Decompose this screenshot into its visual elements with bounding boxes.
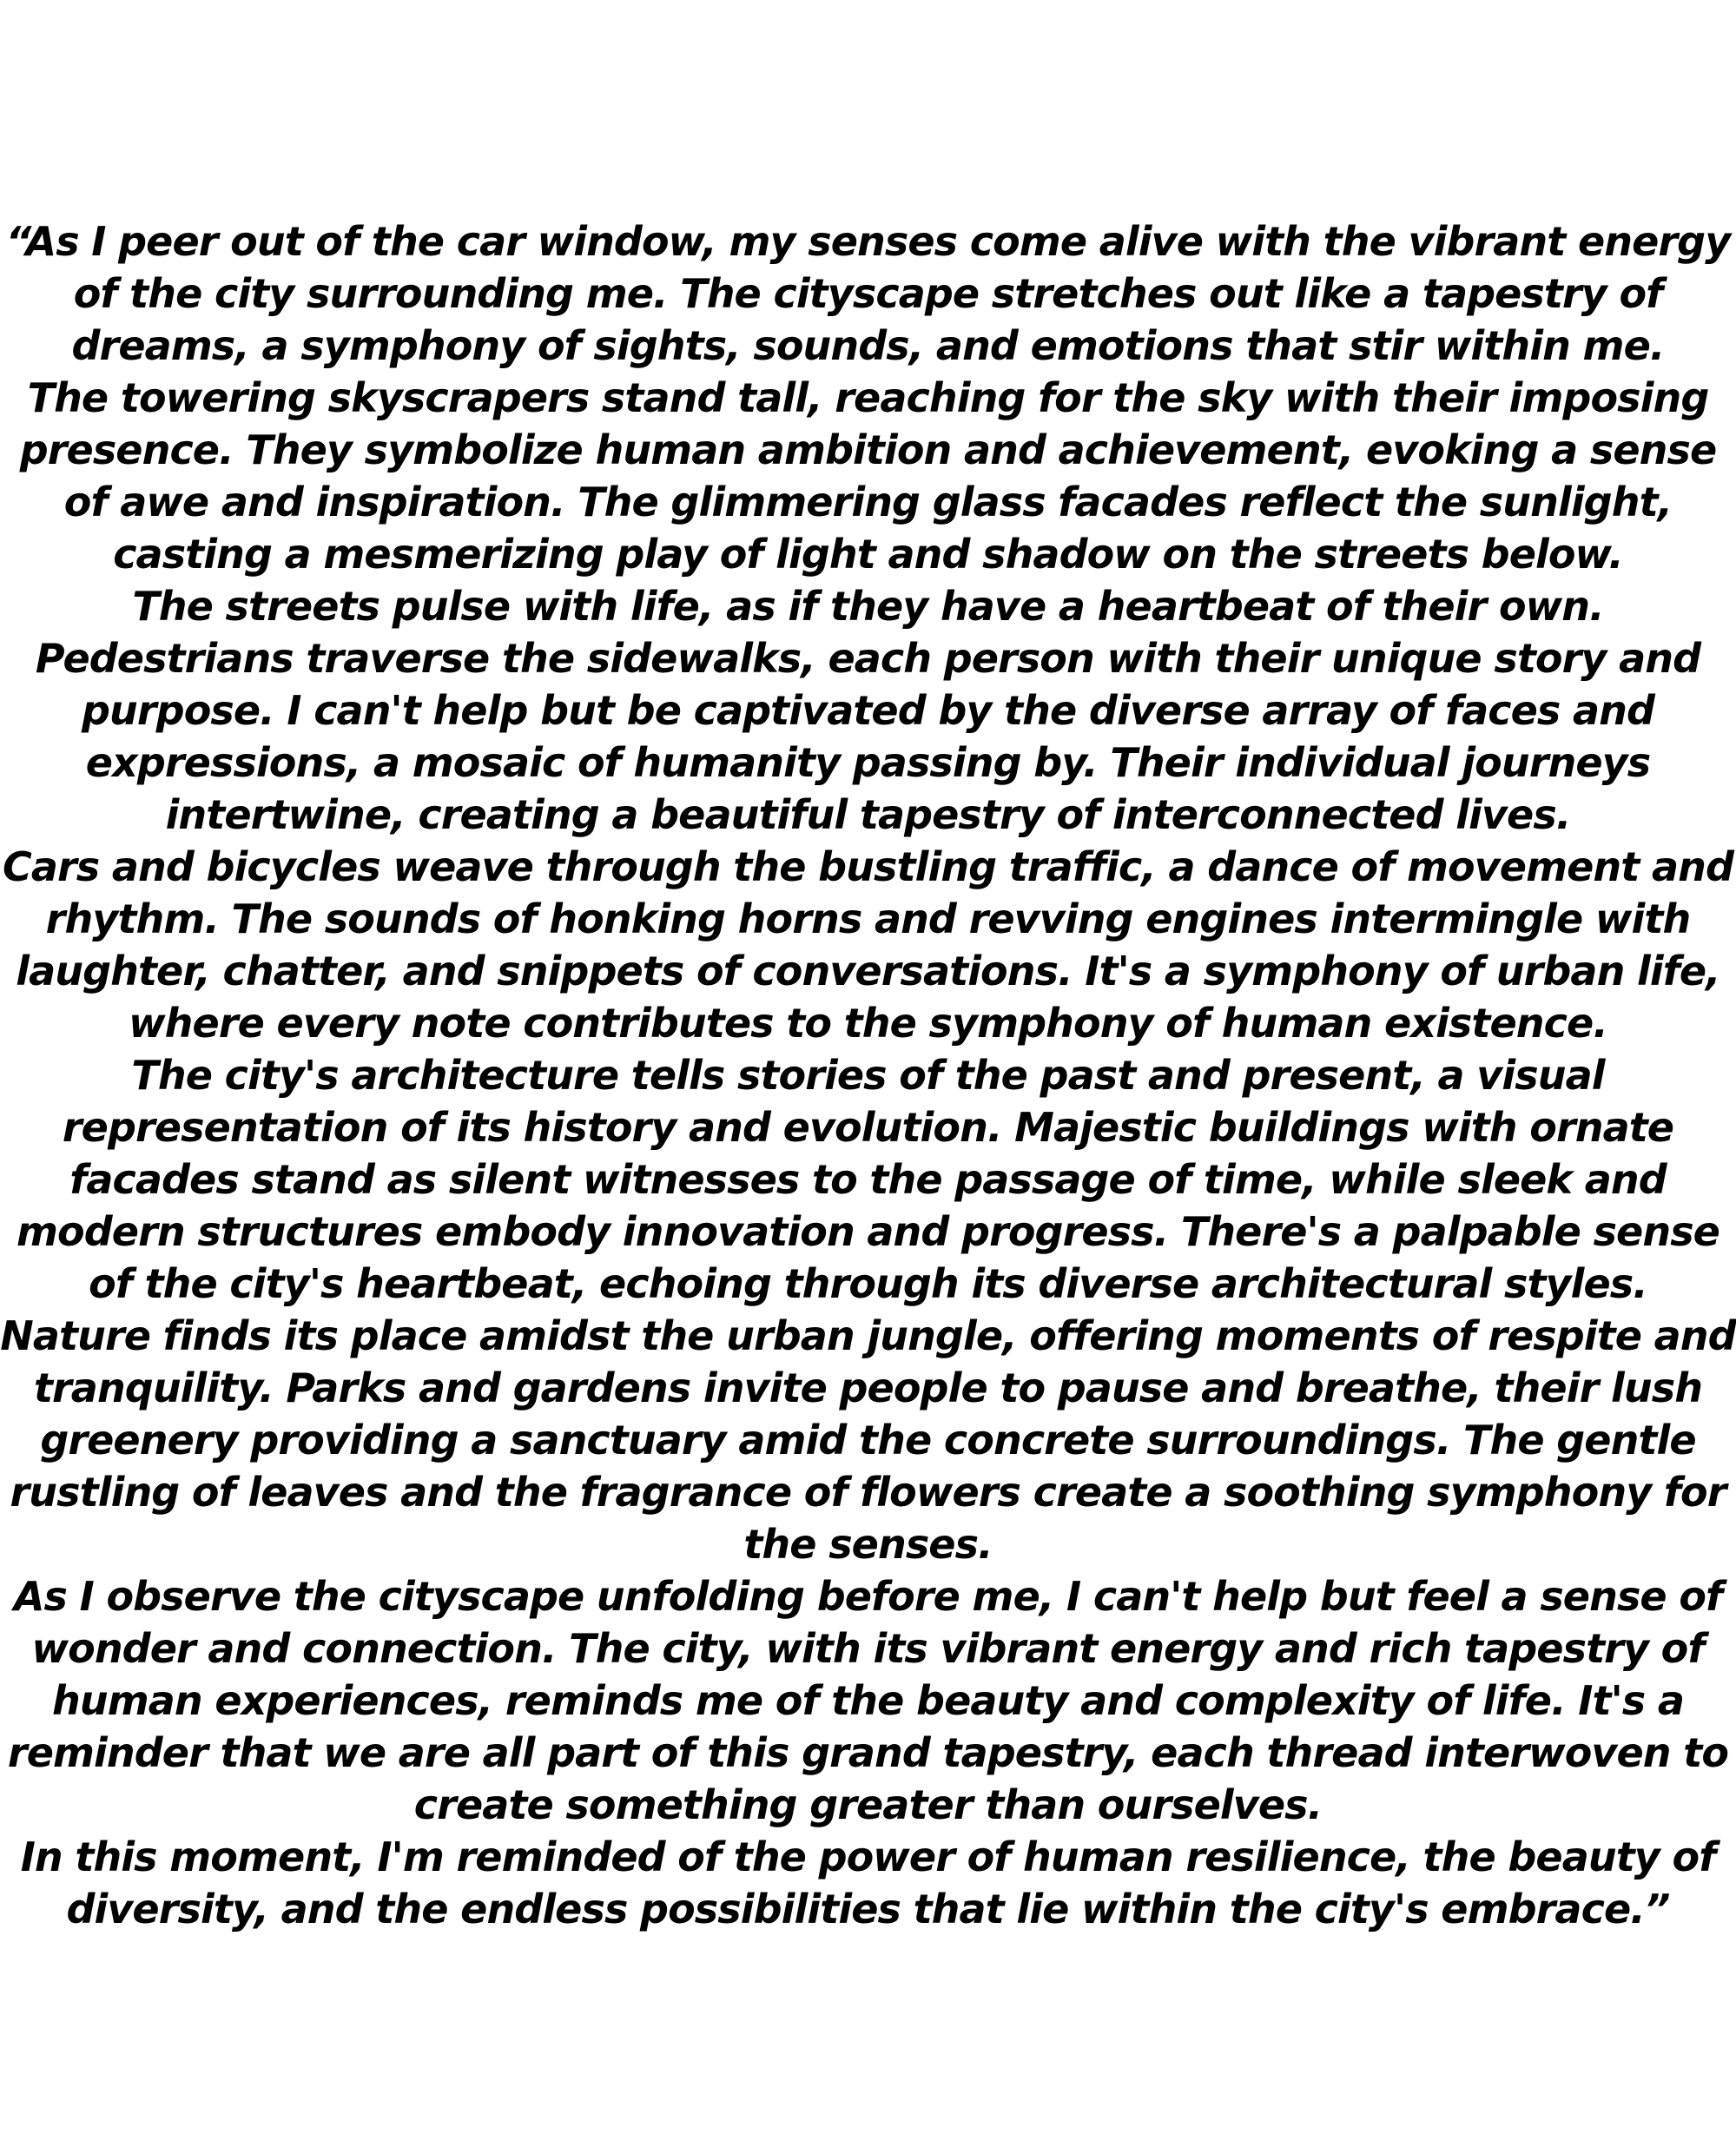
paragraph-architecture: The city's architecture tells stories of the past and present, a visual representation of its history and evolution. Majestic buildings with ornate facades stand as silent witnesses to the passage of time, while sleek and modern structures embody innovation and progress. There's a palpable sense of the city's heartbeat, echoing through its diverse architectural styles.: [17, 1052, 1719, 1307]
paragraph-intro: “As I peer out of the car window, my senses come alive with the vibrant energy of the city surrounding me. The cityscape stretches out like a tapestry of dreams, a symphony of sights, sounds, and emotions that stir within me.: [5, 218, 1731, 369]
paragraph-nature: Nature finds its place amidst the urban jungle, offering moments of respite and tranquility. Parks and gardens invite people to pause and breathe, their lush greenery providing a sanctuary amid the concrete surroundings. The gentle rustling of leaves and the fragrance of flowers create a soothing symphony for the senses.: [0, 1312, 1736, 1568]
paragraph-closing: In this moment, I'm reminded of the power of human resilience, the beauty of diversity, and the endless possibilities that lie within the city's embrace.”: [20, 1834, 1716, 1933]
paragraph-streets: The streets pulse with life, as if they have a heartbeat of their own. Pedestrians traverse the sidewalks, each person with their unique story and purpose. I can't help but be captivated by the diverse array of faces and expressions, a mosaic of humanity passing by. Their individual journeys intertwine, creating a beautiful tapestry of interconnected lives.: [35, 583, 1701, 838]
paragraph-wonder: As I observe the cityscape unfolding before me, I can't help but feel a sense of wonder and connection. The city, with its vibrant energy and rich tapestry of human experiences, reminds me of the beauty and complexity of life. It's a reminder that we are all part of this grand tapestry, each thread interwoven to create something greater than ourselves.: [7, 1573, 1729, 1828]
quote-text-block: [0, 215, 1736, 1935]
paragraph-skyscrapers: The towering skyscrapers stand tall, reaching for the sky with their imposing presence. They symbolize human ambition and achievement, evoking a sense of awe and inspiration. The glimmering glass facades reflect the sunlight, casting a mesmerizing play of light and shadow on the streets below.: [19, 374, 1717, 578]
paragraph-traffic: Cars and bicycles weave through the bustling traffic, a dance of movement and rhythm. The sounds of honking horns and revving engines intermingle with laughter, chatter, and snippets of conversations. It's a symphony of urban life, where every note contributes to the symphony of human existence.: [3, 843, 1733, 1047]
